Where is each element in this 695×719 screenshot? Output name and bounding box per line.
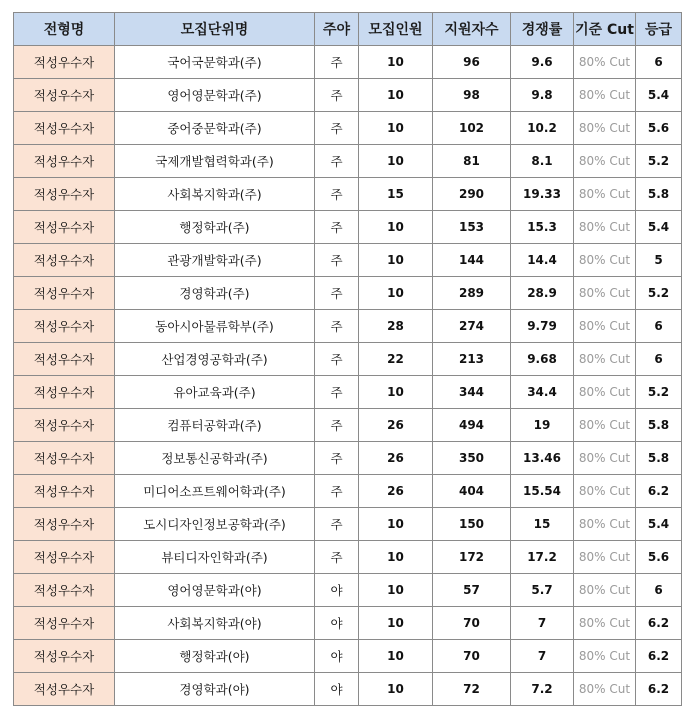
cell-quota: 10 (359, 46, 433, 79)
header-applicants: 지원자수 (433, 13, 511, 46)
cell-competition-rate: 15.3 (511, 211, 574, 244)
cell-quota: 10 (359, 508, 433, 541)
cell-applicants: 290 (433, 178, 511, 211)
table-row (14, 343, 682, 376)
cell-applicants: 344 (433, 376, 511, 409)
cell-competition-rate: 28.9 (511, 277, 574, 310)
table-row (14, 79, 682, 112)
cell-cutoff-standard: 80% Cut (574, 277, 636, 310)
cell-cutoff-standard: 80% Cut (574, 541, 636, 574)
cell-day-night: 주 (315, 145, 359, 178)
cell-day-night: 주 (315, 442, 359, 475)
cell-admission-type: 적성우수자 (14, 409, 115, 442)
cell-admission-type: 적성우수자 (14, 376, 115, 409)
cell-cutoff-standard: 80% Cut (574, 574, 636, 607)
cell-applicants: 102 (433, 112, 511, 145)
cell-quota: 10 (359, 112, 433, 145)
cell-cutoff-standard: 80% Cut (574, 79, 636, 112)
cell-competition-rate: 5.7 (511, 574, 574, 607)
cell-cutoff-standard: 80% Cut (574, 211, 636, 244)
cell-day-night: 주 (315, 310, 359, 343)
cell-department: 경영학과(주) (115, 277, 315, 310)
admission-results-table (13, 12, 682, 706)
cell-day-night: 주 (315, 409, 359, 442)
cell-day-night: 주 (315, 508, 359, 541)
header-grade: 등급 (636, 13, 682, 46)
cell-quota: 10 (359, 607, 433, 640)
cell-quota: 26 (359, 475, 433, 508)
cell-admission-type: 적성우수자 (14, 508, 115, 541)
cell-admission-type: 적성우수자 (14, 607, 115, 640)
cell-department: 미디어소프트웨어학과(주) (115, 475, 315, 508)
header-day-night: 주야 (315, 13, 359, 46)
cell-grade: 6.2 (636, 607, 682, 640)
cell-applicants: 274 (433, 310, 511, 343)
cell-day-night: 야 (315, 607, 359, 640)
table-row (14, 145, 682, 178)
cell-applicants: 81 (433, 145, 511, 178)
cell-day-night: 주 (315, 343, 359, 376)
cell-grade: 6 (636, 46, 682, 79)
cell-cutoff-standard: 80% Cut (574, 409, 636, 442)
cell-department: 영어영문학과(야) (115, 574, 315, 607)
cell-department: 사회복지학과(주) (115, 178, 315, 211)
cell-day-night: 주 (315, 211, 359, 244)
cell-day-night: 주 (315, 475, 359, 508)
cell-admission-type: 적성우수자 (14, 673, 115, 706)
cell-admission-type: 적성우수자 (14, 211, 115, 244)
cell-department: 관광개발학과(주) (115, 244, 315, 277)
cell-quota: 22 (359, 343, 433, 376)
cell-admission-type: 적성우수자 (14, 46, 115, 79)
cell-quota: 10 (359, 640, 433, 673)
cell-admission-type: 적성우수자 (14, 310, 115, 343)
cell-applicants: 70 (433, 640, 511, 673)
cell-cutoff-standard: 80% Cut (574, 145, 636, 178)
cell-quota: 10 (359, 211, 433, 244)
cell-admission-type: 적성우수자 (14, 112, 115, 145)
cell-competition-rate: 9.79 (511, 310, 574, 343)
cell-grade: 5.6 (636, 112, 682, 145)
table-row (14, 376, 682, 409)
cell-day-night: 주 (315, 244, 359, 277)
cell-cutoff-standard: 80% Cut (574, 112, 636, 145)
cell-cutoff-standard: 80% Cut (574, 607, 636, 640)
cell-grade: 5.4 (636, 508, 682, 541)
cell-grade: 6 (636, 574, 682, 607)
cell-competition-rate: 9.68 (511, 343, 574, 376)
cell-applicants: 404 (433, 475, 511, 508)
cell-applicants: 144 (433, 244, 511, 277)
cell-quota: 10 (359, 574, 433, 607)
cell-applicants: 153 (433, 211, 511, 244)
cell-department: 국제개발협력학과(주) (115, 145, 315, 178)
table-header-row (14, 13, 682, 46)
cell-department: 뷰티디자인학과(주) (115, 541, 315, 574)
cell-day-night: 야 (315, 574, 359, 607)
table-row (14, 442, 682, 475)
cell-grade: 6 (636, 343, 682, 376)
cell-admission-type: 적성우수자 (14, 574, 115, 607)
cell-cutoff-standard: 80% Cut (574, 475, 636, 508)
cell-department: 영어영문학과(주) (115, 79, 315, 112)
table-row (14, 112, 682, 145)
cell-quota: 10 (359, 145, 433, 178)
cell-department: 산업경영공학과(주) (115, 343, 315, 376)
cell-quota: 15 (359, 178, 433, 211)
cell-department: 사회복지학과(야) (115, 607, 315, 640)
cell-cutoff-standard: 80% Cut (574, 310, 636, 343)
table-row (14, 244, 682, 277)
cell-cutoff-standard: 80% Cut (574, 508, 636, 541)
cell-competition-rate: 15.54 (511, 475, 574, 508)
cell-admission-type: 적성우수자 (14, 244, 115, 277)
cell-day-night: 주 (315, 46, 359, 79)
table-row (14, 277, 682, 310)
table-row (14, 310, 682, 343)
cell-cutoff-standard: 80% Cut (574, 244, 636, 277)
cell-applicants: 57 (433, 574, 511, 607)
cell-competition-rate: 8.1 (511, 145, 574, 178)
header-quota: 모집인원 (359, 13, 433, 46)
cell-competition-rate: 19 (511, 409, 574, 442)
table-row (14, 409, 682, 442)
cell-grade: 5.2 (636, 376, 682, 409)
cell-grade: 5.4 (636, 79, 682, 112)
cell-quota: 10 (359, 376, 433, 409)
cell-department: 컴퓨터공학과(주) (115, 409, 315, 442)
cell-admission-type: 적성우수자 (14, 442, 115, 475)
cell-quota: 28 (359, 310, 433, 343)
cell-department: 국어국문학과(주) (115, 46, 315, 79)
table-row (14, 475, 682, 508)
cell-applicants: 96 (433, 46, 511, 79)
cell-competition-rate: 15 (511, 508, 574, 541)
table-row (14, 640, 682, 673)
cell-applicants: 172 (433, 541, 511, 574)
table-row (14, 46, 682, 79)
cell-department: 중어중문학과(주) (115, 112, 315, 145)
cell-department: 행정학과(주) (115, 211, 315, 244)
cell-competition-rate: 34.4 (511, 376, 574, 409)
table-row (14, 508, 682, 541)
cell-day-night: 주 (315, 178, 359, 211)
admission-table-container (13, 12, 682, 706)
cell-grade: 5.6 (636, 541, 682, 574)
cell-admission-type: 적성우수자 (14, 475, 115, 508)
cell-cutoff-standard: 80% Cut (574, 442, 636, 475)
cell-quota: 10 (359, 79, 433, 112)
table-row (14, 178, 682, 211)
cell-department: 행정학과(야) (115, 640, 315, 673)
cell-department: 동아시아물류학부(주) (115, 310, 315, 343)
cell-competition-rate: 7 (511, 640, 574, 673)
cell-competition-rate: 19.33 (511, 178, 574, 211)
cell-applicants: 213 (433, 343, 511, 376)
cell-competition-rate: 9.8 (511, 79, 574, 112)
cell-grade: 5 (636, 244, 682, 277)
cell-competition-rate: 10.2 (511, 112, 574, 145)
cell-grade: 5.8 (636, 442, 682, 475)
cell-department: 유아교육과(주) (115, 376, 315, 409)
cell-applicants: 494 (433, 409, 511, 442)
cell-cutoff-standard: 80% Cut (574, 673, 636, 706)
cell-applicants: 350 (433, 442, 511, 475)
cell-day-night: 주 (315, 277, 359, 310)
cell-grade: 5.8 (636, 178, 682, 211)
cell-cutoff-standard: 80% Cut (574, 46, 636, 79)
cell-grade: 6.2 (636, 475, 682, 508)
cell-grade: 5.2 (636, 145, 682, 178)
cell-cutoff-standard: 80% Cut (574, 376, 636, 409)
cell-day-night: 주 (315, 376, 359, 409)
cell-quota: 10 (359, 673, 433, 706)
cell-day-night: 주 (315, 541, 359, 574)
cell-applicants: 150 (433, 508, 511, 541)
header-competition-rate: 경쟁률 (511, 13, 574, 46)
cell-competition-rate: 14.4 (511, 244, 574, 277)
cell-competition-rate: 17.2 (511, 541, 574, 574)
header-admission-type: 전형명 (14, 13, 115, 46)
cell-department: 도시디자인정보공학과(주) (115, 508, 315, 541)
table-row (14, 541, 682, 574)
cell-day-night: 주 (315, 79, 359, 112)
table-body (14, 46, 682, 706)
cell-quota: 26 (359, 409, 433, 442)
header-department: 모집단위명 (115, 13, 315, 46)
cell-applicants: 98 (433, 79, 511, 112)
cell-admission-type: 적성우수자 (14, 541, 115, 574)
cell-admission-type: 적성우수자 (14, 640, 115, 673)
cell-competition-rate: 9.6 (511, 46, 574, 79)
header-cutoff-standard: 기준 Cut (574, 13, 636, 46)
cell-competition-rate: 7.2 (511, 673, 574, 706)
cell-grade: 5.4 (636, 211, 682, 244)
cell-cutoff-standard: 80% Cut (574, 640, 636, 673)
table-row (14, 211, 682, 244)
cell-cutoff-standard: 80% Cut (574, 178, 636, 211)
cell-grade: 5.8 (636, 409, 682, 442)
cell-admission-type: 적성우수자 (14, 79, 115, 112)
cell-cutoff-standard: 80% Cut (574, 343, 636, 376)
table-row (14, 574, 682, 607)
cell-competition-rate: 7 (511, 607, 574, 640)
cell-grade: 6.2 (636, 673, 682, 706)
cell-admission-type: 적성우수자 (14, 343, 115, 376)
cell-quota: 10 (359, 244, 433, 277)
cell-department: 정보통신공학과(주) (115, 442, 315, 475)
table-row (14, 673, 682, 706)
cell-quota: 10 (359, 277, 433, 310)
cell-grade: 6 (636, 310, 682, 343)
cell-quota: 10 (359, 541, 433, 574)
cell-day-night: 야 (315, 673, 359, 706)
cell-day-night: 주 (315, 112, 359, 145)
cell-admission-type: 적성우수자 (14, 145, 115, 178)
cell-quota: 26 (359, 442, 433, 475)
cell-applicants: 72 (433, 673, 511, 706)
cell-grade: 5.2 (636, 277, 682, 310)
cell-competition-rate: 13.46 (511, 442, 574, 475)
cell-day-night: 야 (315, 640, 359, 673)
cell-admission-type: 적성우수자 (14, 178, 115, 211)
table-row (14, 607, 682, 640)
cell-grade: 6.2 (636, 640, 682, 673)
cell-department: 경영학과(야) (115, 673, 315, 706)
cell-admission-type: 적성우수자 (14, 277, 115, 310)
cell-applicants: 289 (433, 277, 511, 310)
cell-applicants: 70 (433, 607, 511, 640)
